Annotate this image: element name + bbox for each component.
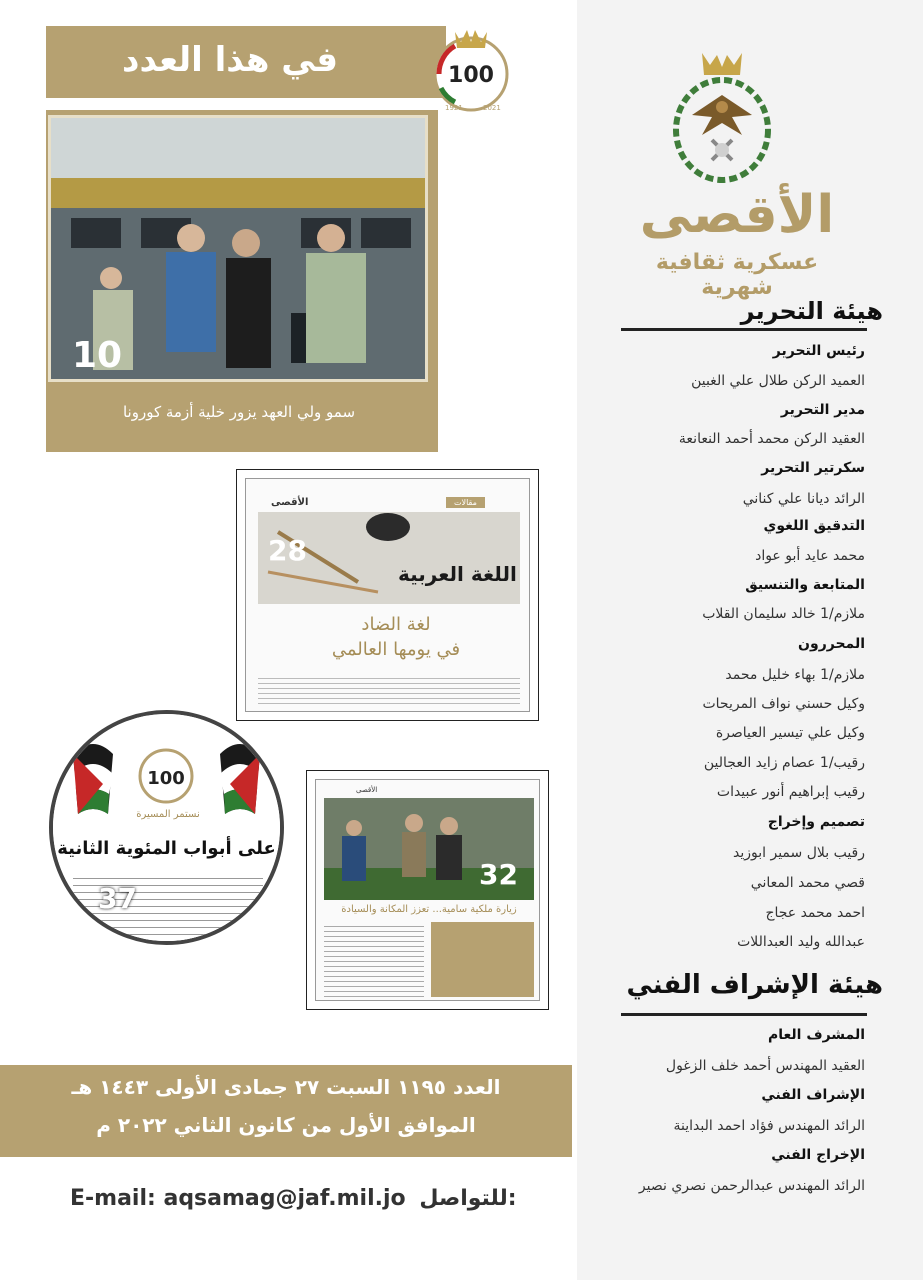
centennial-feature-circle[interactable] [49, 710, 284, 945]
board-entry [565, 1087, 865, 1103]
board-name: وكيل حسني نواف المريحات [702, 696, 865, 712]
article-title: لغة الضاد [361, 614, 431, 635]
board-entry [565, 1027, 865, 1043]
board-name: الرائد المهندس عبدالرحمن نصري نصير [638, 1178, 865, 1194]
magazine-subtitle: عسكرية ثقافية شهرية [655, 250, 819, 300]
army-emblem-icon [672, 45, 772, 185]
role-label: سكرتير التحرير [761, 460, 865, 476]
board-entry [565, 460, 865, 476]
masthead-panel [577, 0, 923, 1280]
board-name: محمد عايد أبو عواد [755, 548, 865, 564]
board-name: قصي محمد المعاني [750, 875, 865, 891]
feature-thumbnail[interactable] [306, 770, 549, 1010]
feature-thumbnail[interactable] [236, 469, 539, 721]
article-page-preview [245, 478, 530, 712]
article-body-lines [258, 674, 520, 708]
board-name: رقيب بلال سمير ابوزيد [733, 845, 865, 861]
editorial-board-heading: هيئة التحرير [740, 297, 883, 325]
role-label: التدقيق اللغوي [763, 518, 865, 534]
page-header-mag: الأقصى [271, 497, 309, 508]
contact-label: للتواصل: [419, 1186, 517, 1211]
section-divider [621, 1013, 867, 1016]
board-name: ملازم/1 بهاء خليل محمد [725, 667, 865, 683]
centennial-number: 100 [448, 63, 494, 88]
year-start: 1921 [445, 104, 463, 112]
article-subtitle: في يومها العالمي [331, 639, 461, 660]
article-hero [324, 798, 534, 900]
issue-number-date: العدد ١١٩٥ السبت ٢٧ جمادى الأولى ١٤٤٣ هـ [71, 1075, 501, 1099]
centennial-number: 100 [147, 768, 185, 789]
board-entry [565, 636, 865, 652]
role-label: الإشراف الفني [761, 1087, 865, 1103]
page-number: 32 [479, 858, 518, 891]
page-number: 37 [98, 882, 137, 915]
article-page-preview [315, 779, 540, 1001]
board-name: احمد محمد عجاج [765, 905, 865, 921]
board-entry [565, 577, 865, 593]
board-name: العقيد الركن محمد أحمد النعانعة [678, 431, 865, 447]
board-name: رقيب/1 عصام زايد العجالين [703, 755, 865, 771]
role-label: المشرف العام [767, 1027, 865, 1043]
year-end: 2021 [483, 104, 501, 112]
section-tag: مقالات [446, 497, 485, 508]
contact-email[interactable]: E-mail: aqsamag@jaf.mil.jo [70, 1186, 406, 1211]
board-entry [565, 1147, 865, 1163]
magazine-title: الأقصى [639, 185, 835, 245]
role-label: المتابعة والتنسيق [745, 577, 865, 593]
role-label: رئيس التحرير [772, 343, 865, 359]
section-divider [621, 328, 867, 331]
centennial-logo-icon [425, 22, 517, 114]
feature-title: على أبواب المئوية الثانية [57, 838, 276, 859]
role-label: تصميم وإخراج [767, 814, 865, 830]
article-body-lines [324, 922, 424, 997]
issue-gregorian-date: الموافق الأول من كانون الثاني ٢٠٢٢ م [96, 1113, 476, 1137]
board-entry [565, 814, 865, 830]
page-number: 10 [72, 335, 123, 376]
article-hero [258, 512, 520, 604]
role-label: الإخراج الفني [771, 1147, 865, 1163]
contact-line [70, 1186, 530, 1211]
board-name: ملازم/1 خالد سليمان القلاب [702, 606, 865, 622]
board-name: العميد الركن طلال علي الغبين [691, 373, 865, 389]
board-name: عبدالله وليد العبداللات [737, 934, 865, 950]
board-name: العقيد المهندس أحمد خلف الزغول [665, 1058, 865, 1074]
board-name: وكيل علي تيسير العياصرة [715, 725, 865, 741]
page-header-mag: الأقصى [356, 786, 378, 794]
calligraphy-text: اللغة العربية [398, 562, 517, 586]
role-label: مدير التحرير [780, 402, 865, 418]
board-entry [565, 402, 865, 418]
art-board-heading: هيئة الإشراف الفني [626, 970, 883, 1000]
board-name: رقيب إبراهيم أنور عبيدات [716, 784, 865, 800]
board-name: الرائد المهندس فؤاد احمد البداينة [673, 1118, 865, 1134]
in-this-issue-title: في هذا العدد [122, 40, 338, 80]
article-sidebar-box [431, 922, 534, 997]
board-entry [565, 518, 865, 534]
role-label: المحررون [798, 636, 865, 652]
page-number: 28 [268, 534, 307, 567]
motto-text: نستمر المسيرة [136, 809, 200, 820]
board-name: الرائد ديانا علي كناني [742, 491, 865, 507]
article-title: زيارة ملكية سامية... تعزز المكانة والسيادة [341, 904, 517, 915]
board-entry [565, 343, 865, 359]
feature-caption: سمو ولي العهد يزور خلية أزمة كورونا [122, 403, 356, 421]
